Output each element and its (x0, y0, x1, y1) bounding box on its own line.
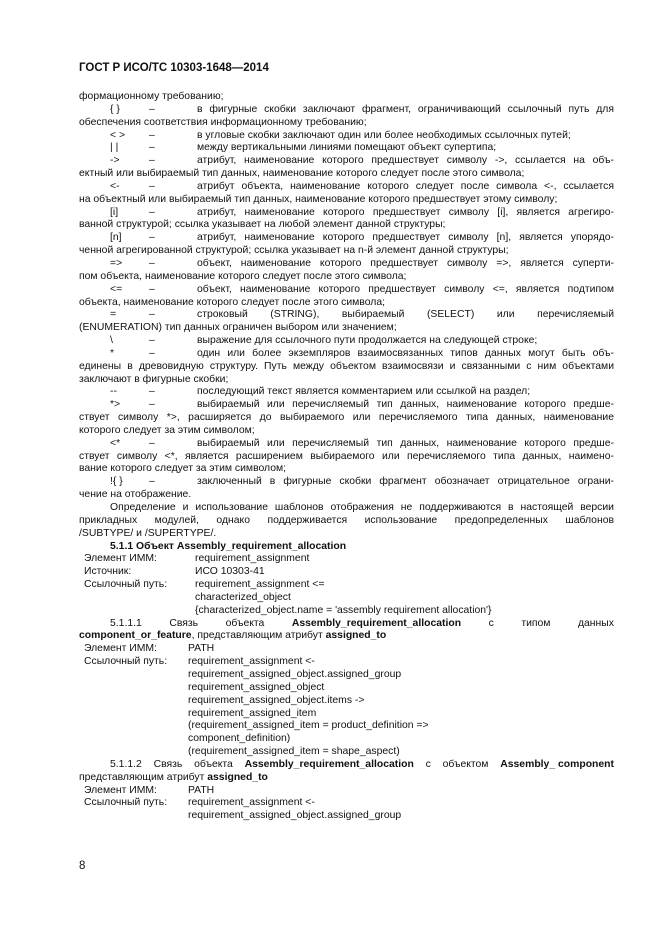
mapping-label: Источник: (84, 566, 132, 578)
mapping-row (79, 643, 614, 656)
mapping-label: Ссылочный путь: (84, 579, 168, 591)
notation-item (79, 399, 614, 412)
mapping-row (79, 733, 614, 746)
notation-item (79, 232, 614, 245)
heading-word: объекта (194, 758, 233, 770)
mapping-label: Элемент ИММ: (84, 784, 157, 796)
notation-continuation: вание которого следует за этим символом; (79, 463, 287, 475)
mapping-value: ИСО 10303-41 (195, 566, 265, 578)
mapping-value: requirement_assigned_item (188, 707, 317, 719)
mapping-row (79, 656, 614, 669)
mapping-row (79, 785, 614, 798)
paragraph-line: Определение и использование шаблонов отображения не поддерживаются в настоящей версии (110, 502, 614, 513)
mapping-row (79, 592, 614, 605)
notation-symbol: [n] (110, 232, 122, 244)
notation-description: выражение для ссылочного пути продолжается на следующей строке; (197, 335, 538, 347)
notation-continuation: (ENUMERATION) тип данных ограничен выбором или значением; (79, 322, 397, 334)
notation-dash: – (149, 257, 155, 269)
notation-symbol: * (110, 347, 115, 359)
notation-description: заключенный в фигурные скобки фрагмент обозначает отрицательное ограни- (197, 476, 614, 488)
notation-description: в угловые скобки заключают один или более необходимых ссылочных путей; (197, 129, 571, 141)
mapping-value: characterized_object (195, 591, 291, 603)
subsection-heading (79, 618, 614, 631)
subsection-heading (79, 759, 614, 772)
notation-dash: – (149, 142, 155, 154)
notation-description: один или более экземпляров взаимосвязанных типов данных могут быть объ- (197, 347, 614, 359)
subsection-heading-cont (79, 630, 614, 643)
notation-continuation: которого следует за этим символом; (79, 424, 255, 436)
notation-continuation: ствует символу <*, является расширением выбираемого или перечисляемого типа данных, наимено- (79, 450, 614, 462)
mapping-value: requirement_assigned_object.items -> (188, 694, 365, 706)
heading-word: с (488, 617, 494, 629)
mapping-value: PATH (188, 784, 215, 796)
notation-item (79, 476, 614, 489)
type-name: component_or_feature (79, 630, 192, 642)
notation-symbol: = (110, 309, 117, 321)
mapping-value: requirement_assignment <= (195, 579, 325, 591)
notation-item (79, 386, 614, 399)
notation-continuation: ванной структурой; ссылка указывает на любой элемент данной структуры; (79, 219, 446, 231)
mapping-value: requirement_assignment <- (188, 797, 315, 809)
mapping-value: {characterized_object.name = 'assembly requirement allocation'} (195, 604, 492, 616)
heading-word: с (425, 758, 431, 770)
page-content (79, 91, 614, 823)
notation-continuation: объекта, наименование которого следует после этого символа; (79, 296, 385, 308)
notation-description: атрибут, наименование которого предшествует символу [i], является агрегиро- (197, 206, 614, 218)
notation-description: выбираемый или перечисляемый тип данных, наименование которого предше- (197, 399, 614, 411)
notation-symbol: < > (110, 129, 126, 141)
notation-dash: – (149, 283, 155, 295)
notation-description: атрибут, наименование которого предшествует символу [n], является упорядо- (197, 232, 614, 244)
notation-dash: – (149, 347, 155, 359)
heading-word: объектом (442, 758, 489, 770)
notation-dash: – (149, 386, 155, 398)
notation-item (79, 335, 614, 348)
mapping-value: component_definition) (188, 733, 291, 745)
mapping-row (79, 695, 614, 708)
notation-continuation: ствует символу *>, расширяется до выбираемого или перечисляемого типа данных, наименование (79, 412, 614, 424)
notation-item (79, 142, 614, 155)
notation-description: объект, наименование которого предшествует символу =>, является суперти- (197, 257, 614, 269)
notation-dash: – (149, 399, 155, 411)
mapping-row (79, 553, 614, 566)
mapping-row (79, 797, 614, 810)
section-heading: 5.1.1 Объект Assembly_requirement_allocation (110, 540, 347, 552)
mapping-row (79, 566, 614, 579)
notation-dash: – (149, 476, 155, 488)
notation-dash: – (149, 155, 155, 167)
attribute-name: assigned_to (325, 630, 387, 642)
mapping-row (79, 605, 614, 618)
notation-item (79, 438, 614, 451)
notation-continuation: заключают в фигурные скобки; (79, 373, 229, 385)
notation-description: объект, наименование которого предшествует символу <=, является подтипом (197, 283, 614, 295)
mapping-row (79, 708, 614, 721)
mapping-value: PATH (188, 643, 215, 655)
mapping-row (79, 669, 614, 682)
mapping-row (79, 579, 614, 592)
notation-dash: – (149, 309, 155, 321)
heading-word: типом (521, 617, 551, 629)
notation-symbol: <- (110, 180, 120, 192)
notation-description: в фигурные скобки заключают фрагмент, ограничивающий ссылочный путь для (197, 103, 614, 115)
notation-dash: – (149, 232, 155, 244)
mapping-value: requirement_assigned_object (188, 681, 325, 693)
page-number: 8 (79, 860, 86, 872)
document-header: ГОСТ Р ИСО/ТС 10303-1648—2014 (79, 62, 269, 74)
notation-continuation: пом объекта, наименование которого следует после этого символа; (79, 270, 407, 282)
paragraph-line: прикладных модулей, однако поддерживается использование предопределенных шаблонов (79, 514, 614, 526)
notation-item (79, 155, 614, 168)
intro-line: формационному требованию; (79, 91, 224, 102)
notation-continuation: ченной агрегированной структурой; ссылка указывает на n-й элемент данной структуры; (79, 245, 509, 257)
notation-symbol: <* (110, 437, 121, 449)
paragraph-line: /SUBTYPE/ и /SUPERTYPE/. (79, 527, 217, 539)
mapping-row (79, 810, 614, 823)
notation-symbol: <= (110, 283, 123, 295)
notation-dash: – (149, 103, 155, 115)
mapping-label: Элемент ИММ: (84, 553, 157, 565)
notation-description: строковый (STRING), выбираемый (SELECT) или перечисляемый (197, 309, 614, 321)
notation-symbol: !{ } (110, 476, 123, 488)
mapping-row (79, 746, 614, 759)
subsection-heading-cont (79, 772, 614, 785)
mapping-label: Ссылочный путь: (84, 656, 168, 668)
notation-item (79, 207, 614, 220)
notation-continuation: ектный или выбираемый тип данных, наименование которого следует после этого символа; (79, 168, 525, 180)
notation-symbol: -> (110, 155, 120, 167)
notation-dash: – (149, 206, 155, 218)
notation-description: между вертикальными линиями помещают объект супертипа; (197, 142, 497, 154)
subsection-number: 5.1.1.2 (110, 758, 142, 770)
notation-symbol: -- (110, 386, 117, 398)
entity-name: Assembly_requirement_allocation (244, 758, 414, 770)
heading-word: Связь (169, 617, 199, 629)
notation-description: атрибут, наименование которого предшествует символу ->, ссылается на объ- (197, 155, 614, 167)
notation-symbol: *> (110, 399, 121, 411)
notation-symbol: { } (110, 103, 120, 115)
heading-word: Связь (153, 758, 183, 770)
notation-item (79, 181, 614, 194)
subsection-number: 5.1.1.1 (110, 617, 142, 629)
entity-name: Assembly_ component (500, 758, 614, 770)
mapping-row (79, 720, 614, 733)
attribute-name: assigned_to (207, 771, 268, 783)
mapping-value: requirement_assignment (195, 553, 310, 565)
heading-word: объекта (225, 617, 265, 629)
mapping-row (79, 682, 614, 695)
heading-text: , представляющим атрибут (191, 630, 326, 642)
mapping-value: (requirement_assigned_item = product_definition => (188, 720, 429, 732)
notation-continuation: обеспечения соответствия информационному требованию; (79, 116, 367, 128)
mapping-value: requirement_assigned_object.assigned_group (188, 668, 402, 680)
heading-word: данных (577, 617, 614, 629)
notation-symbol: [i] (110, 206, 119, 218)
notation-dash: – (149, 437, 155, 449)
mapping-value: requirement_assigned_object.assigned_group (188, 810, 402, 822)
notation-dash: – (149, 129, 155, 141)
notation-item (79, 104, 614, 117)
notation-continuation: единены в древовидную структуру. Путь между объектом взаимосвязи и связанными с ним объектами (79, 360, 614, 372)
notation-continuation: чение на отображение. (79, 489, 192, 501)
mapping-value: requirement_assignment <- (188, 656, 315, 668)
notation-symbol: => (110, 257, 123, 269)
notation-description: выбираемый или перечисляемый тип данных, наименование которого предше- (197, 437, 614, 449)
notation-description: последующий текст является комментарием или ссылкой на раздел; (197, 386, 531, 398)
notation-continuation: на объектный или выбираемый тип данных, наименование которого предшествует этому символу; (79, 193, 558, 205)
heading-text: представляющим атрибут (79, 771, 208, 783)
mapping-value: (requirement_assigned_item = shape_aspect) (188, 746, 400, 758)
notation-dash: – (149, 180, 155, 192)
mapping-label: Элемент ИММ: (84, 643, 157, 655)
notation-item (79, 258, 614, 271)
notation-symbol: \ (110, 335, 113, 347)
notation-description: атрибут объекта, наименование которого следует после символа <-, ссылается (197, 180, 614, 192)
notation-item (79, 309, 614, 322)
mapping-label: Ссылочный путь: (84, 797, 168, 809)
notation-item (79, 348, 614, 361)
notation-item (79, 284, 614, 297)
notation-symbol: | | (110, 142, 119, 154)
entity-name: Assembly_requirement_allocation (291, 617, 462, 629)
notation-dash: – (149, 335, 155, 347)
notation-item (79, 130, 614, 143)
